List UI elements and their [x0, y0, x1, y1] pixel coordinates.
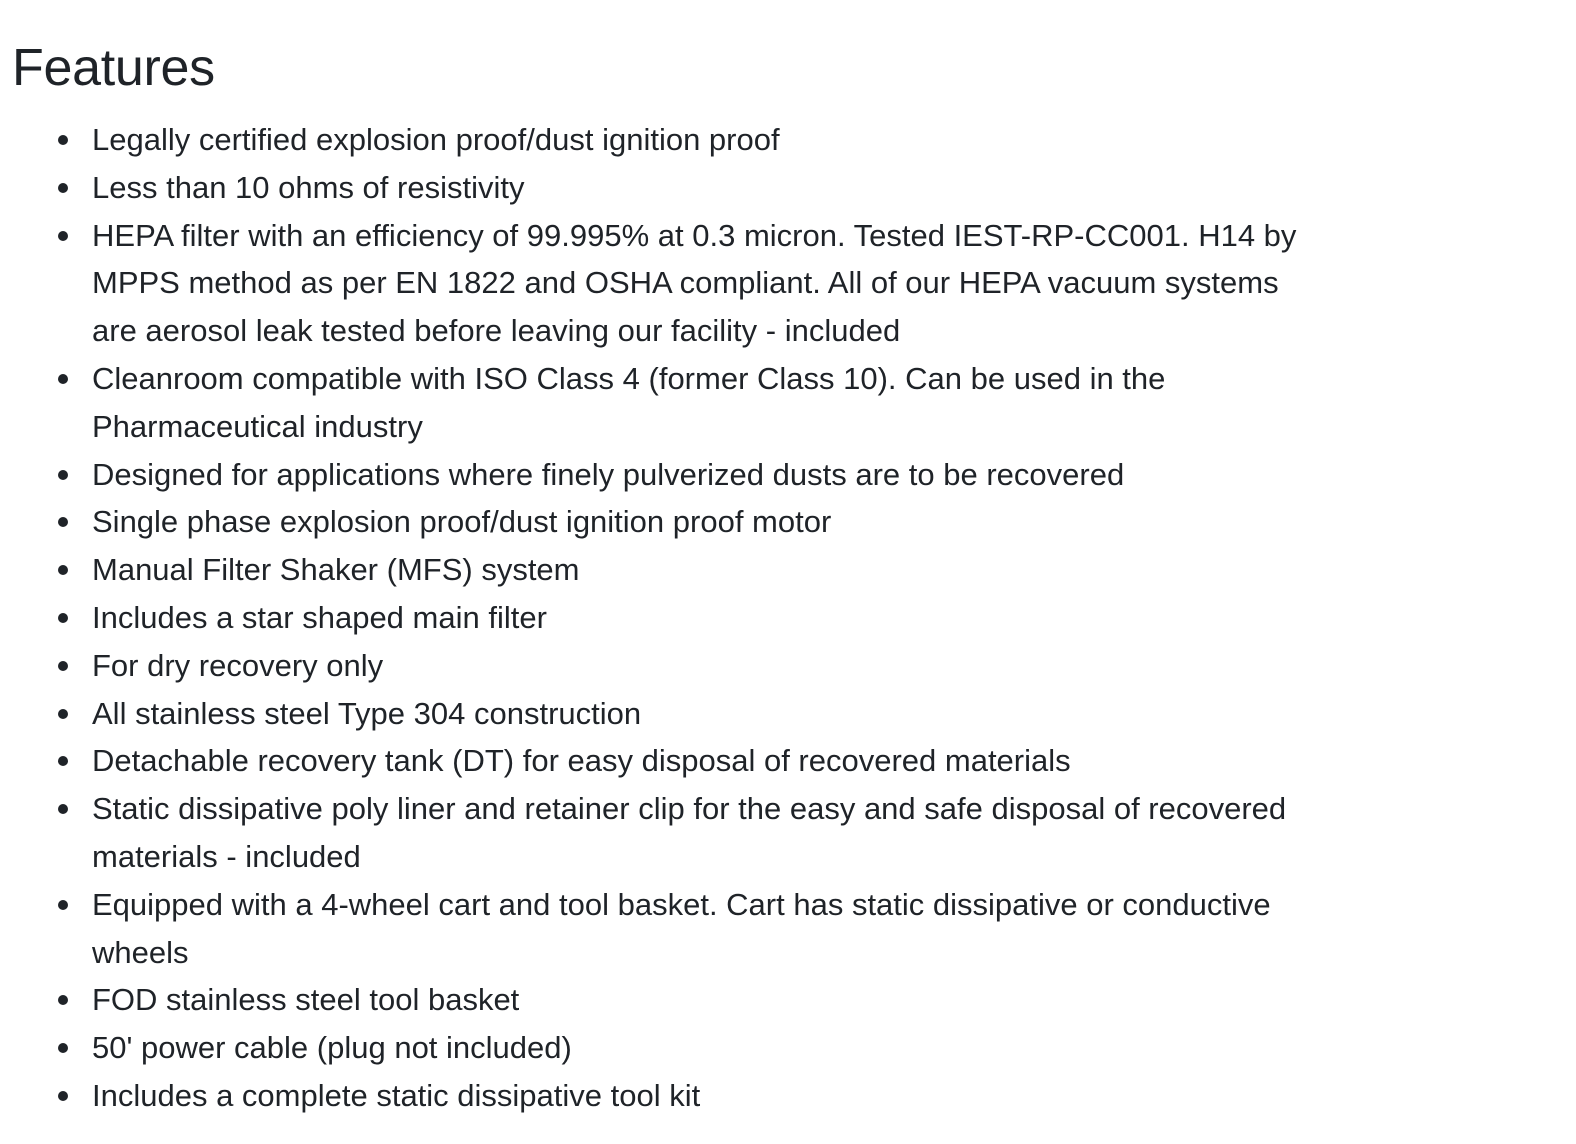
bullet-icon [58, 565, 68, 575]
list-item [0, 594, 1330, 642]
bullet-icon [58, 231, 68, 241]
bullet-icon [58, 804, 68, 814]
list-item [0, 1072, 1330, 1120]
list-item-text: Legally certified explosion proof/dust ignition proof [92, 122, 780, 157]
list-item [0, 164, 1330, 212]
list-item-text: Manual Filter Shaker (MFS) system [92, 552, 580, 588]
list-item-text: For dry recovery only [92, 647, 384, 683]
list-item-text: 50' power cable (plug not included) [92, 1030, 572, 1066]
bullet-icon [58, 470, 68, 480]
bullet-icon [58, 1043, 68, 1053]
list-item-text: Less than 10 ohms of resistivity [92, 169, 525, 205]
bullet-icon [58, 709, 68, 719]
list-item [0, 881, 1330, 977]
list-item-text: Includes a star shaped main filter [92, 599, 547, 635]
list-item-text: HEPA filter with an efficiency of 99.995% at 0.3 micron. Tested IEST-RP-CC001. H14 by MPPS method as per EN 1822 and OSHA compliant. All of our HEPA vacuum systems are aerosol leak tested before leaving our facility - included [92, 217, 1297, 349]
list-item [0, 976, 1330, 1024]
bullet-icon [58, 900, 68, 910]
list-item [0, 785, 1330, 881]
list-item [0, 642, 1330, 690]
section-title: Features [12, 39, 215, 97]
bullet-icon [58, 1091, 68, 1101]
list-item-text: Designed for applications where finely pulverized dusts are to be recovered [92, 456, 1125, 492]
list-item [0, 355, 1330, 451]
list-item-text: Cleanroom compatible with ISO Class 4 (former Class 10). Can be used in the Pharmaceutical industry [92, 360, 1166, 444]
list-item [0, 451, 1330, 499]
list-item-text: Static dissipative poly liner and retainer clip for the easy and safe disposal of recovered materials - included [92, 791, 1287, 874]
list-item [0, 690, 1330, 738]
features-list [0, 116, 1330, 1120]
bullet-icon [58, 661, 68, 671]
bullet-icon [58, 613, 68, 623]
list-item [0, 546, 1330, 594]
list-item-text: Single phase explosion proof/dust ignition proof motor [92, 504, 832, 540]
bullet-icon [58, 995, 68, 1005]
bullet-icon [58, 517, 68, 527]
bullet-icon [58, 183, 68, 193]
list-item [0, 737, 1330, 785]
list-item-text: Equipped with a 4-wheel cart and tool basket. Cart has static dissipative or conductive wheels [92, 886, 1271, 970]
list-item-text: FOD stainless steel tool basket [92, 982, 520, 1018]
bullet-icon [58, 374, 68, 384]
list-item [0, 212, 1330, 355]
bullet-icon [58, 135, 68, 145]
list-item [0, 116, 1330, 164]
list-item-text: Includes a complete static dissipative tool kit [92, 1077, 701, 1113]
list-item-text: Detachable recovery tank (DT) for easy disposal of recovered materials [92, 743, 1071, 779]
list-item [0, 498, 1330, 546]
bullet-icon [58, 756, 68, 766]
list-item [0, 1024, 1330, 1072]
list-item-text: All stainless steel Type 304 construction [92, 695, 642, 731]
